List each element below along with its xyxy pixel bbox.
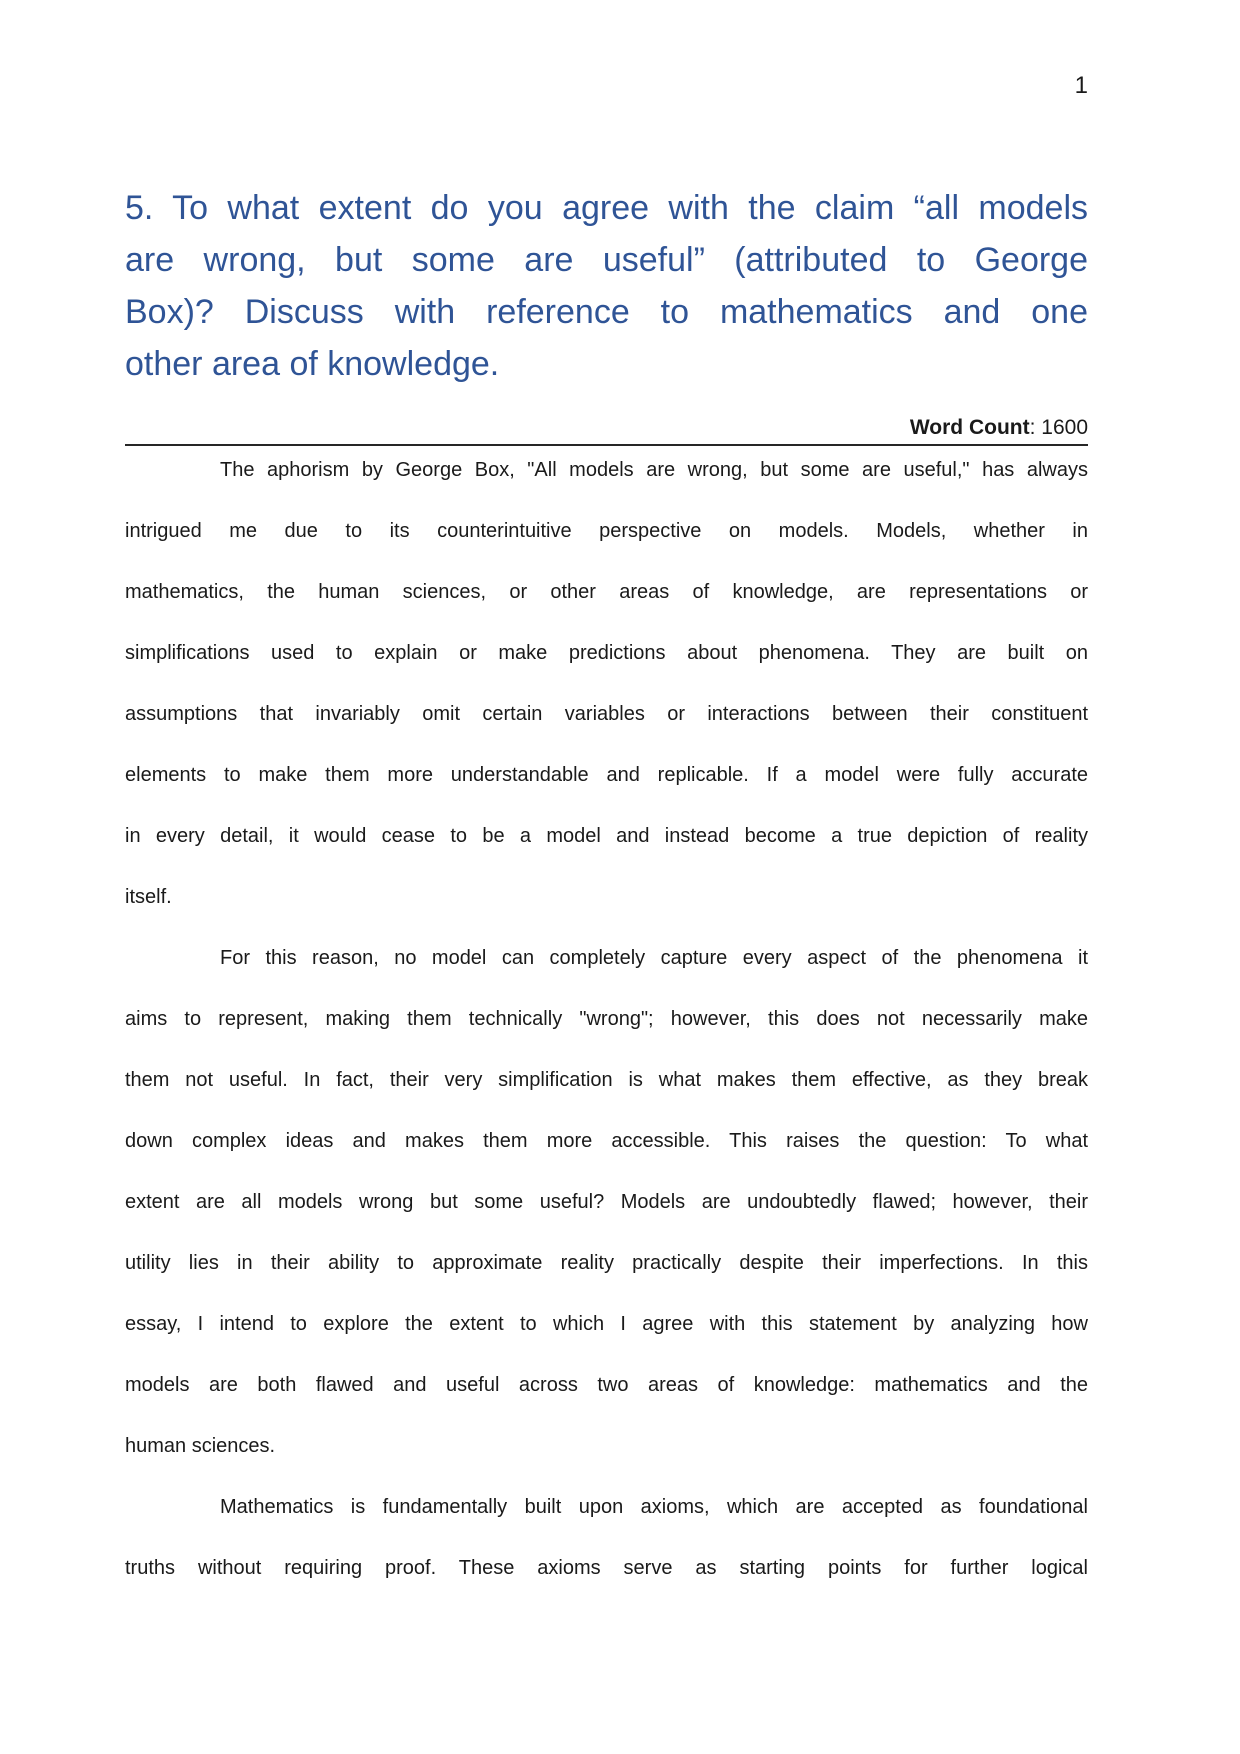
text-line: intrigued me due to its counterintuitive perspective on models. Models, whether in — [125, 520, 1088, 542]
essay-title — [125, 182, 1088, 390]
text-line: elements to make them more understandable and replicable. If a model were fully accurate — [125, 764, 1088, 786]
text-line: human sciences. — [125, 1435, 276, 1457]
essay-title-line: are wrong, but some are useful” (attributed to George — [125, 241, 1088, 279]
word-count-value: : 1600 — [1029, 416, 1088, 439]
essay-title-line: Box)? Discuss with reference to mathematics and one — [125, 293, 1088, 331]
text-line: The aphorism by George Box, "All models are wrong, but some are useful," has always — [220, 459, 1088, 481]
text-line: essay, I intend to explore the extent to which I agree with this statement by analyzing how — [125, 1313, 1088, 1335]
text-line: models are both flawed and useful across two areas of knowledge: mathematics and the — [125, 1374, 1088, 1396]
text-line: assumptions that invariably omit certain variables or interactions between their constituent — [125, 703, 1088, 725]
essay-body — [125, 440, 1088, 1599]
text-line: itself. — [125, 886, 172, 908]
text-line: Mathematics is fundamentally built upon axioms, which are accepted as foundational — [220, 1496, 1088, 1518]
text-line: simplifications used to explain or make predictions about phenomena. They are built on — [125, 642, 1088, 664]
paragraph — [125, 440, 1088, 928]
paragraph — [125, 928, 1088, 1477]
text-line: For this reason, no model can completely capture every aspect of the phenomena it — [220, 947, 1088, 969]
word-count — [125, 416, 1088, 440]
text-line: extent are all models wrong but some useful? Models are undoubtedly flawed; however, their — [125, 1191, 1088, 1213]
text-line: down complex ideas and makes them more accessible. This raises the question: To what — [125, 1130, 1088, 1152]
page-number: 1 — [1074, 72, 1088, 99]
essay-title-line: other area of knowledge. — [125, 345, 500, 383]
text-line: utility lies in their ability to approximate reality practically despite their imperfections. In this — [125, 1252, 1088, 1274]
essay-title-line: 5. To what extent do you agree with the claim “all models — [125, 189, 1088, 227]
text-line: them not useful. In fact, their very simplification is what makes them effective, as they break — [125, 1069, 1088, 1091]
paragraph — [125, 1477, 1088, 1599]
text-line: mathematics, the human sciences, or other areas of knowledge, are representations or — [125, 581, 1088, 603]
text-line: in every detail, it would cease to be a model and instead become a true depiction of reality — [125, 825, 1088, 847]
word-count-label: Word Count — [909, 416, 1030, 439]
text-line: truths without requiring proof. These axioms serve as starting points for further logical — [125, 1557, 1088, 1579]
text-line: aims to represent, making them technically "wrong"; however, this does not necessarily make — [125, 1008, 1088, 1030]
